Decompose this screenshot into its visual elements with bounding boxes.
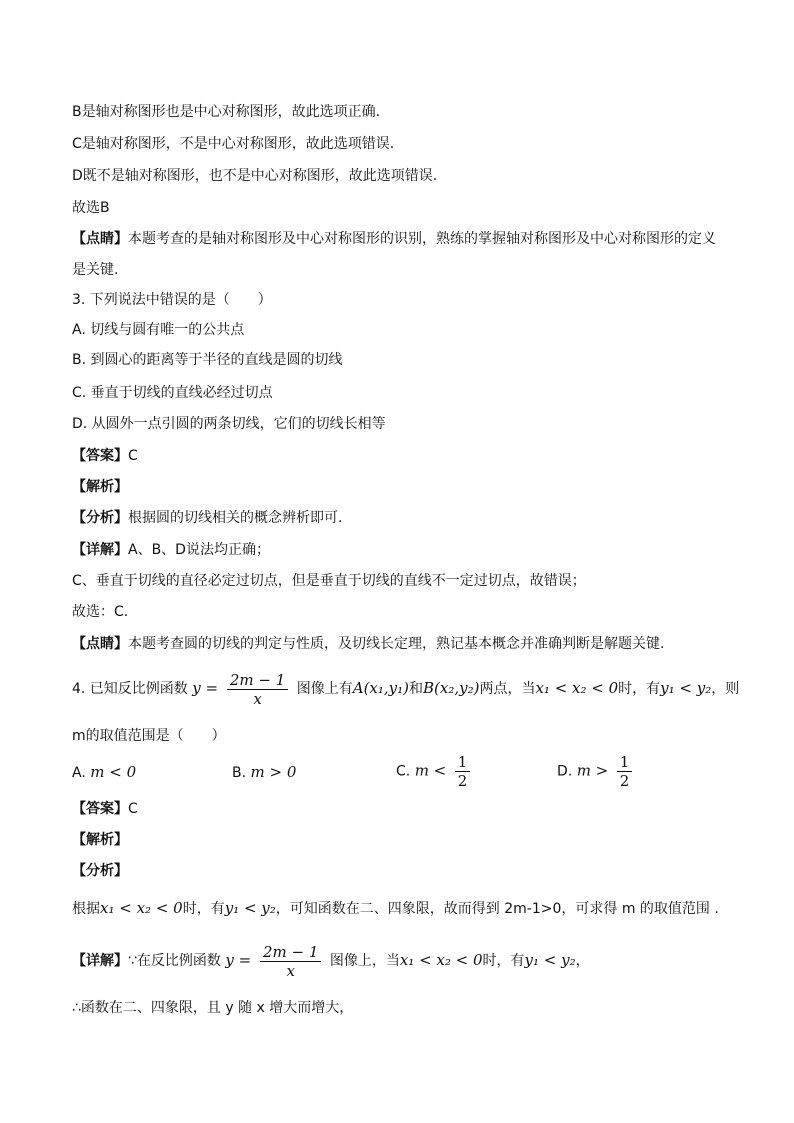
comment-line: [72, 229, 716, 249]
fraction: [227, 671, 288, 708]
option-math: m < 0: [90, 763, 137, 781]
condition-x: x₁ < x₂ < 0: [399, 951, 483, 969]
fraction-numerator: 1: [617, 753, 633, 772]
math-y: y: [192, 679, 201, 697]
detail-tag: 【详解】: [72, 542, 128, 558]
detail-tag: 【详解】: [72, 953, 128, 969]
text-line: 故选：C.: [72, 604, 129, 620]
option-label: C.: [396, 763, 411, 780]
answer-line: [72, 446, 138, 466]
comment-text: 本题考查圆的切线的判定与性质，及切线长定理，熟记基本概念并准确判断是解题关键.: [128, 636, 665, 652]
answer-tag: 【答案】: [72, 448, 128, 464]
comment-line: [72, 634, 664, 654]
option-d: D. 从圆外一点引圆的两条切线，它们的切线长相等: [72, 416, 386, 432]
question-3-stem: 3. 下列说法中错误的是（ ）: [72, 292, 272, 308]
option-b: B. 到圆心的距离等于半径的直线是圆的切线: [72, 352, 343, 368]
analysis-label: 【解析】: [72, 832, 128, 848]
dt-post: ，: [575, 953, 590, 969]
comment-text: 本题考查的是轴对称图形及中心对称图形的识别，熟练的掌握轴对称图形及中心对称图形的定义: [128, 231, 716, 247]
fraction-numerator: 1: [455, 753, 471, 772]
text-line: B是轴对称图形也是中心对称图形，故此选项正确.: [72, 104, 381, 120]
answer-value: C: [128, 801, 138, 817]
fraction-denominator: x: [253, 689, 262, 708]
fenxi-tag: 【分析】: [72, 863, 128, 879]
comment-tag: 【点睛】: [72, 636, 128, 652]
fraction-denominator: 2: [619, 772, 630, 790]
point-b: B(x₂,y₂): [423, 679, 480, 697]
condition-x: x₁ < x₂ < 0: [535, 679, 619, 697]
analysis-tag: [72, 477, 128, 497]
fraction: [617, 753, 633, 790]
fraction-numerator: 2m − 1: [260, 943, 321, 962]
q4-option-c: [396, 753, 474, 790]
fx-pre: 根据: [72, 901, 100, 917]
q4-mid4: ，则: [711, 681, 740, 697]
condition-y: y₁ < y₂: [660, 679, 712, 697]
detail-text: A、B、D说法均正确；: [128, 542, 270, 558]
text-line: 是关键.: [72, 262, 119, 278]
condition-y: y₁ < y₂: [524, 951, 576, 969]
fraction-denominator: x: [286, 961, 295, 980]
option-math: m >: [576, 761, 609, 780]
option-math: m > 0: [250, 763, 297, 781]
option-a: A. 切线与圆有唯一的公共点: [72, 322, 245, 338]
analysis-tag: [72, 830, 128, 850]
detail-line: [72, 540, 270, 560]
math-eq: =: [200, 679, 223, 697]
q4-option-d: [557, 753, 636, 790]
fenxi-text-line: [72, 898, 719, 919]
math-eq: =: [233, 951, 256, 969]
analysis-label: 【解析】: [72, 479, 128, 495]
option-label: B.: [232, 765, 247, 781]
option-math: m <: [414, 761, 447, 780]
condition-y: y₁ < y₂: [224, 899, 276, 917]
fraction-denominator: 2: [457, 772, 468, 790]
comment-tag: 【点睛】: [72, 231, 128, 247]
fx-mid: 时，有: [182, 901, 225, 917]
text-line: C是轴对称图形，不是中心对称图形，故此选项错误.: [72, 136, 395, 152]
option-label: D.: [557, 763, 573, 780]
fenxi-tag-line: [72, 861, 128, 881]
q4-and: 和: [409, 681, 423, 697]
math-y: y: [225, 951, 234, 969]
text-line: ∴函数在二、四象限，且 y 随 x 增大而增大，: [72, 1000, 354, 1016]
answer-line: [72, 799, 138, 819]
text-line: 故选B: [72, 200, 110, 216]
dt-pre: ∵在反比例函数: [128, 953, 221, 969]
fenxi-tag: 【分析】: [72, 510, 128, 526]
q4-mid3: 时，有: [618, 681, 661, 697]
dt-mid: 图像上，当: [329, 953, 400, 969]
point-a: A(x₁,y₁): [352, 679, 409, 697]
answer-tag: 【答案】: [72, 801, 128, 817]
q4-mid2: 两点，当: [479, 681, 536, 697]
fraction: [260, 943, 321, 980]
text-line: D既不是轴对称图形，也不是中心对称图形，故此选项错误.: [72, 168, 438, 184]
q4-option-a: [72, 762, 136, 783]
fx-post: ，可知函数在二、四象限，故而得到 2m-1>0，可求得 m 的取值范围 .: [275, 901, 719, 917]
fraction-numerator: 2m − 1: [227, 671, 288, 690]
dt-mid2: 时，有: [482, 953, 525, 969]
detail-line: [72, 940, 590, 981]
text-line: C、垂直于切线的直径必定过切点，但是垂直于切线的直线不一定过切点，故错误；: [72, 573, 586, 589]
q4-mid1: 图像上有: [296, 681, 353, 697]
q4-num: 4. 已知反比例函数: [72, 681, 188, 697]
q4-option-b: [232, 762, 296, 783]
question-4-stem: [72, 668, 739, 709]
fraction: [455, 753, 471, 790]
option-c: C. 垂直于切线的直线必经过切点: [72, 385, 273, 401]
answer-value: C: [128, 448, 138, 464]
fenxi-line: [72, 508, 342, 528]
option-label: A.: [72, 765, 86, 781]
q4-line2: m的取值范围是（ ）: [72, 728, 226, 744]
fenxi-text: 根据圆的切线相关的概念辨析即可.: [128, 510, 343, 526]
condition-x: x₁ < x₂ < 0: [100, 899, 183, 917]
